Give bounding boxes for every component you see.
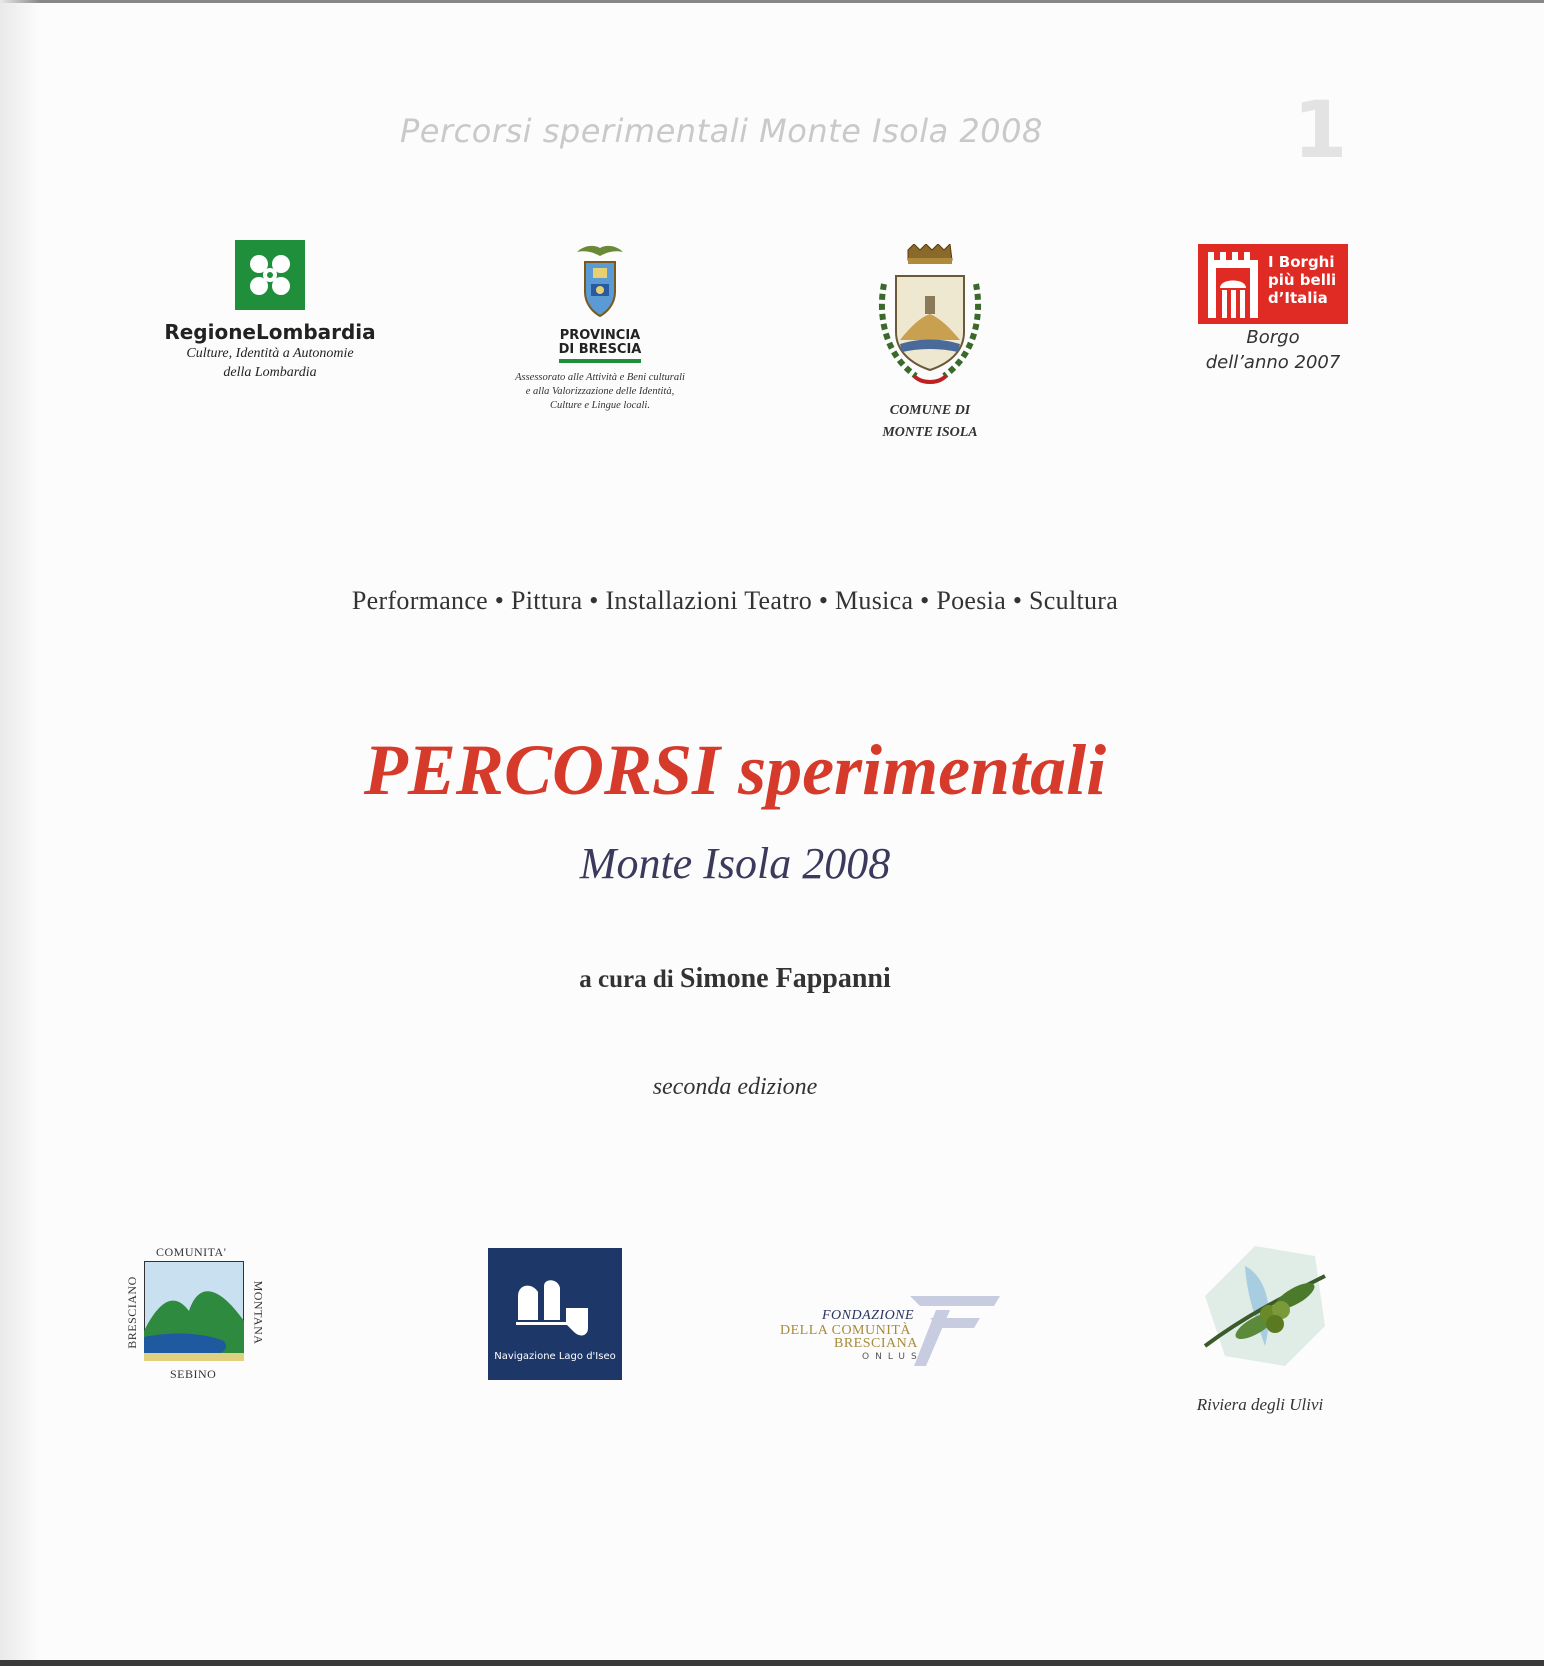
book-title-caps: PERCORSI	[363, 730, 721, 810]
olive-branch-icon	[1185, 1236, 1335, 1376]
brescia-subtitle-2: e alla Valorizzazione delle Identità,	[525, 386, 675, 397]
lombardia-name: RegioneLombardia	[164, 320, 376, 344]
page-gutter-shadow	[0, 0, 40, 1666]
comunita-montana-logo	[124, 1245, 266, 1381]
editor-name: Simone Fappanni	[679, 963, 891, 994]
editor-prefix: a cura di	[579, 966, 674, 993]
borghi-piu-belli-logo	[1178, 244, 1368, 374]
book-title	[0, 730, 1470, 810]
monte-isola-name-2: MONTE ISOLA	[882, 425, 978, 440]
provincia-brescia-logo	[490, 244, 710, 413]
fondazione-line-1: FONDAZIONE	[822, 1308, 915, 1323]
comune-monte-isola-logo	[860, 244, 1000, 443]
book-title-rest: sperimentali	[738, 730, 1107, 810]
fondazione-line-3: BRESCIANA	[834, 1336, 918, 1351]
navigazione-label: Navigazione Lago d'Iseo	[494, 1351, 616, 1362]
sebino-left-label: BRESCIANO	[124, 1276, 139, 1349]
borghi-box-text	[1268, 253, 1348, 307]
mountain-lake-icon	[144, 1261, 244, 1361]
running-header: Percorsi sperimentali Monte Isola 2008	[400, 112, 1043, 150]
categories-line: Performance • Pittura • Installazioni Teatro • Musica • Poesia • Scultura	[351, 586, 1119, 615]
sebino-right-label: MONTANA	[251, 1280, 266, 1345]
brescia-subtitle-1: Assessorato alle Attività e Beni culturali	[515, 372, 685, 383]
borghi-subtitle-2: dell’anno 2007	[1205, 352, 1341, 373]
riviera-name: Riviera degli Ulivi	[1196, 1395, 1324, 1414]
borghi-text-2: più belli	[1268, 271, 1337, 289]
brescia-crest-icon	[565, 244, 635, 324]
book-subtitle: Monte Isola 2008	[579, 839, 891, 888]
sebino-bottom-label: SEBINO	[170, 1367, 217, 1381]
castle-icon	[1202, 244, 1266, 324]
sebino-top-label: COMUNITA'	[156, 1245, 227, 1259]
lombardia-rose-icon	[235, 240, 305, 310]
fondazione-comunita-bresciana-logo	[780, 1290, 1010, 1370]
monte-isola-name-1: COMUNE DI	[889, 403, 971, 418]
page-top-edge	[0, 0, 1544, 3]
edition-note: seconda edizione	[652, 1074, 818, 1100]
navigazione-lago-iseo-logo	[488, 1248, 622, 1380]
page-bottom-edge	[0, 1660, 1544, 1666]
brescia-name-2: DI BRESCIA	[558, 342, 642, 357]
lombardia-subtitle-1: Culture, Identità a Autonomie	[186, 346, 354, 361]
lombardia-subtitle-2: della Lombardia	[223, 365, 317, 380]
brescia-subtitle-3: Culture e Lingue locali.	[550, 400, 650, 411]
riviera-degli-ulivi-logo	[1170, 1236, 1350, 1415]
page-number: 1	[1293, 86, 1348, 176]
borghi-red-box	[1198, 244, 1348, 324]
borghi-subtitle-1: Borgo	[1246, 327, 1300, 348]
brescia-name-1: PROVINCIA	[559, 328, 641, 343]
fondazione-line-4: ONLUS	[862, 1352, 923, 1362]
borghi-text-1: I Borghi	[1268, 253, 1335, 271]
monte-isola-crest-icon	[870, 244, 990, 394]
editor-credit	[0, 963, 1470, 995]
regione-lombardia-logo	[155, 240, 385, 382]
borghi-text-3: d’Italia	[1268, 289, 1328, 307]
fondazione-line-2: DELLA COMUNITÀ	[780, 1323, 912, 1338]
brescia-green-bar	[559, 359, 641, 363]
